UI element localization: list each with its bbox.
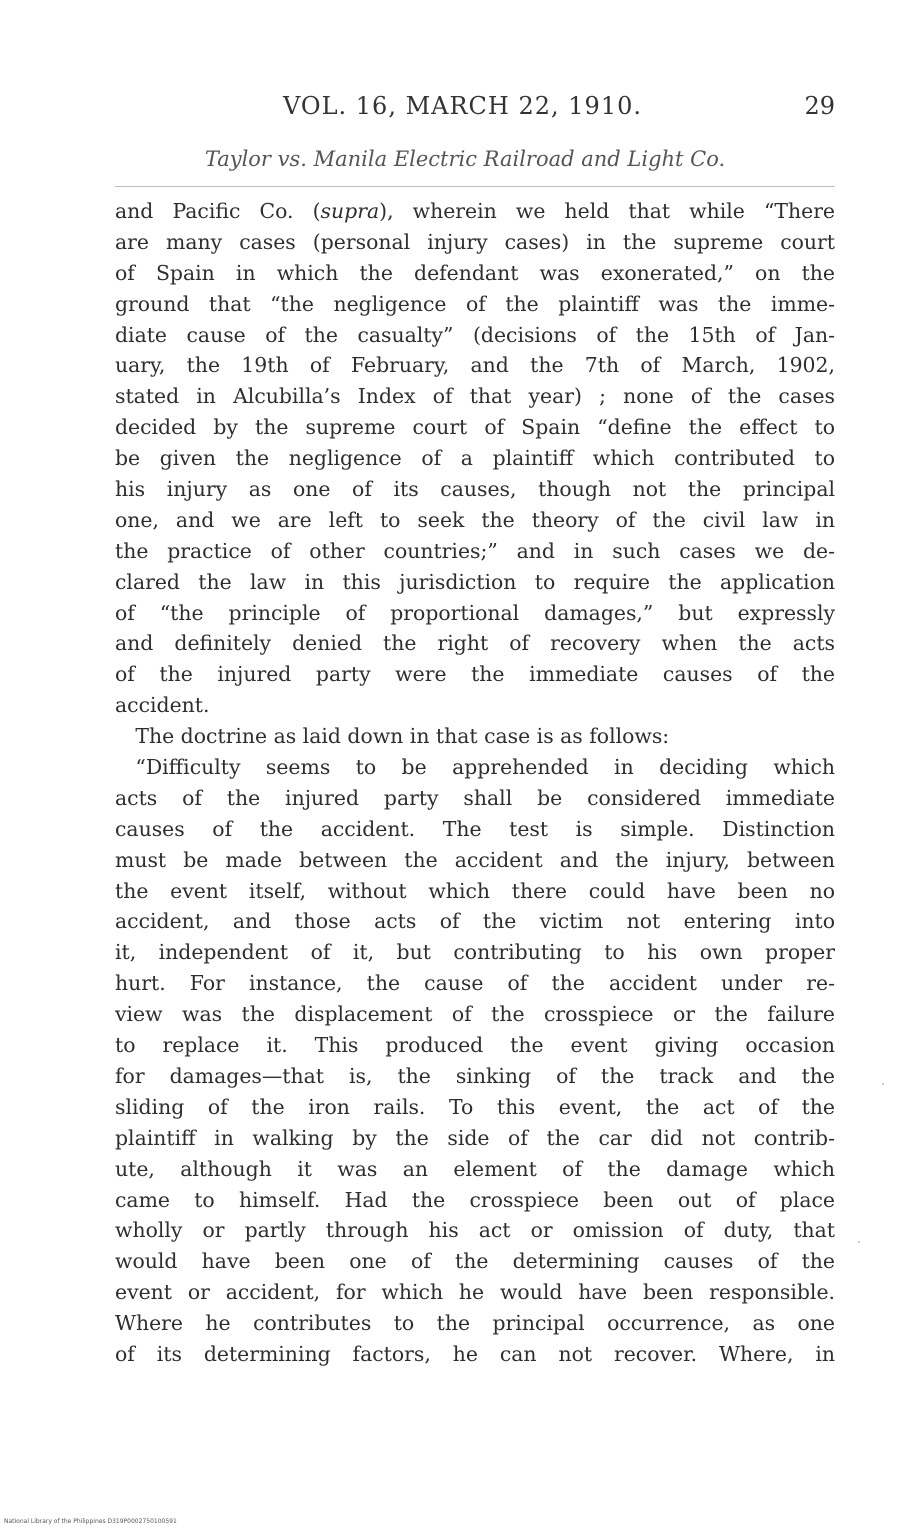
volume-date-line: VOL. 16, MARCH 22, 1910. — [283, 92, 642, 120]
text-line: of Spain in which the defendant was exonerated,” on the — [115, 260, 835, 285]
text-line: causes of the accident. The test is simple. Distinction — [115, 816, 835, 841]
text-line: hurt. For instance, the cause of the accident under re- — [115, 971, 835, 996]
text-line: plaintiff in walking by the side of the car did not contrib- — [115, 1125, 835, 1150]
scan-speck — [858, 1241, 860, 1243]
text-line: and definitely denied the right of recovery when the acts — [115, 631, 835, 656]
text-line: and Pacific Co. (supra), wherein we held that while “There — [115, 199, 836, 223]
text-line: be given the negligence of a plaintiff which contributed to — [115, 446, 835, 471]
text-line: acts of the injured party shall be considered immediate — [115, 785, 835, 810]
text-line: diate cause of the casualty” (decisions of the 15th of Jan- — [115, 322, 835, 347]
body-text — [115, 196, 835, 1370]
text-line: his injury as one of its causes, though not the principal — [115, 477, 835, 502]
text-line: the event itself, without which there could have been no — [115, 878, 835, 903]
scan-footer: National Library of the Philippines D319P0002750100591 — [4, 1518, 177, 1525]
text-line: “Difficulty seems to be apprehended in deciding which — [115, 755, 835, 780]
page-number: 29 — [804, 92, 835, 120]
text-line: accident, and those acts of the victim not entering into — [115, 909, 835, 934]
running-head — [90, 92, 835, 132]
text-line: the practice of other countries;” and in such cases we de- — [115, 538, 835, 563]
text-line: came to himself. Had the crosspiece been out of place — [115, 1187, 835, 1212]
text-line: sliding of the iron rails. To this event, the act of the — [115, 1094, 835, 1119]
text-line: of the injured party were the immediate causes of the — [115, 662, 835, 687]
text-line: wholly or partly through his act or omission of duty, that — [115, 1218, 835, 1243]
text-line: accident. — [115, 693, 210, 718]
text-line: stated in Alcubilla’s Index of that year) ; none of the cases — [115, 384, 835, 409]
text-line: it, independent of it, but contributing to his own proper — [115, 940, 835, 965]
text-line: must be made between the accident and the injury, between — [115, 847, 835, 872]
text-line: would have been one of the determining causes of the — [115, 1249, 835, 1274]
text-line: view was the displacement of the crosspiece or the failure — [115, 1002, 835, 1027]
text-line: Where he contributes to the principal occurrence, as one — [115, 1311, 835, 1336]
text-line: uary, the 19th of February, and the 7th of March, 1902, — [115, 353, 835, 378]
text-line: ground that “the negligence of the plaintiff was the imme- — [115, 291, 835, 316]
text-line: The doctrine as laid down in that case is as follows: — [115, 724, 670, 749]
text-line: for damages—that is, the sinking of the track and the — [115, 1063, 835, 1088]
text-line: to replace it. This produced the event giving occasion — [115, 1033, 835, 1058]
text-line: decided by the supreme court of Spain “define the effect to — [115, 415, 835, 440]
text-line: of its determining factors, he can not recover. Where, in — [115, 1341, 835, 1366]
text-line: one, and we are left to seek the theory of the civil law in — [115, 507, 835, 532]
text-line: clared the law in this jurisdiction to require the application — [115, 569, 835, 594]
text-line: are many cases (personal injury cases) in the supreme court — [115, 229, 835, 254]
text-line: event or accident, for which he would have been responsible. — [115, 1280, 835, 1305]
header-rule — [115, 186, 835, 187]
scan-speck — [882, 1083, 884, 1085]
text-line: of “the principle of proportional damages,” but expressly — [115, 600, 835, 625]
text-line: ute, although it was an element of the damage which — [115, 1156, 835, 1181]
case-title: Taylor vs. Manila Electric Railroad and Light Co. — [204, 147, 726, 171]
